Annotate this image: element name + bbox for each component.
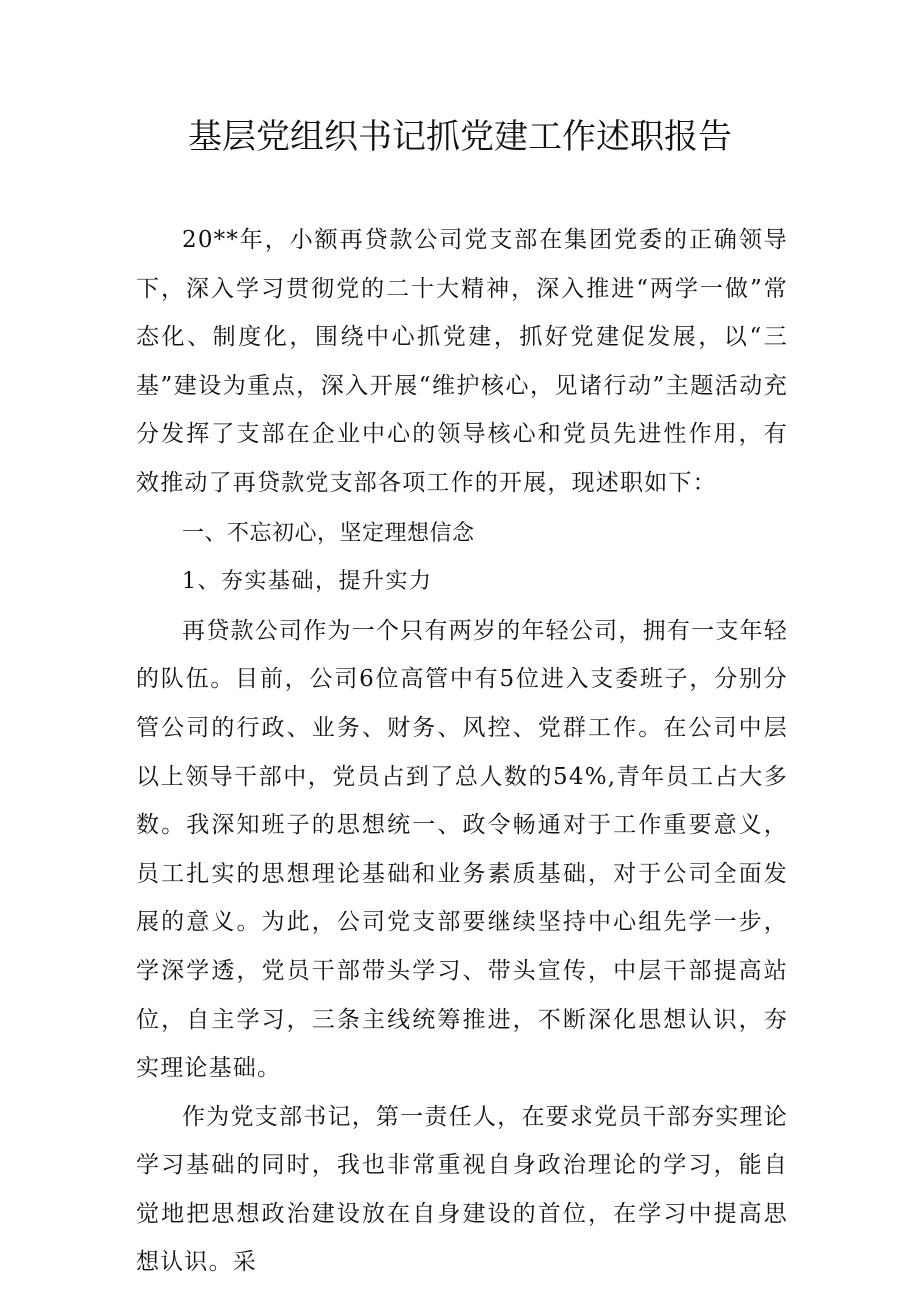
document-title: 基层党组织书记抓党建工作述职报告 (188, 117, 732, 157)
intro-paragraph: 20**年，小额再贷款公司党支部在集团党委的正确领导下，深入学习贯彻党的二十大精神，深入推进“两学一做”常态化、制度化，围绕中心抓党建，抓好党建促发展，以“三基”建设为重点，深入开展“维护核心，见诸行动”主题活动充分发挥了支部在企业中心的领导核心和党员先进性作用，有效推动了再贷款党支部各项工作的开展，现述职如下： (136, 227, 788, 496)
subsection-heading: 1、夯实基础，提升实力 (182, 569, 433, 595)
body-paragraph: 再贷款公司作为一个只有两岁的年轻公司，拥有一支年轻的队伍。目前，公司6位高管中有5位进入支委班子，分别分管公司的行政、业务、财务、风控、党群工作。在公司中层以上领导干部中，党员占到了总人数的54%,青年员工占大多数。我深知班子的思想统一、政令畅通对于工作重要意义，员工扎实的思想理论基础和业务素质基础，对于公司全面发展的意义。为此，公司党支部要继续坚持中心组先学一步，学深学透，党员干部带头学习、带头宣传，中层干部提高站位，自主学习，三条主线统筹推进，不断深化思想认识，夯实理论基础。 (136, 617, 788, 1082)
section-heading: 一、不忘初心，坚定理想信念 (182, 520, 475, 546)
body-paragraph: 作为党支部书记，第一责任人，在要求党员干部夯实理论学习基础的同时，我也非常重视自身政治理论的学习，能自觉地把思想政治建设放在自身建设的首位，在学习中提高思想认识。采 (136, 1103, 788, 1276)
document-body (136, 216, 788, 1287)
